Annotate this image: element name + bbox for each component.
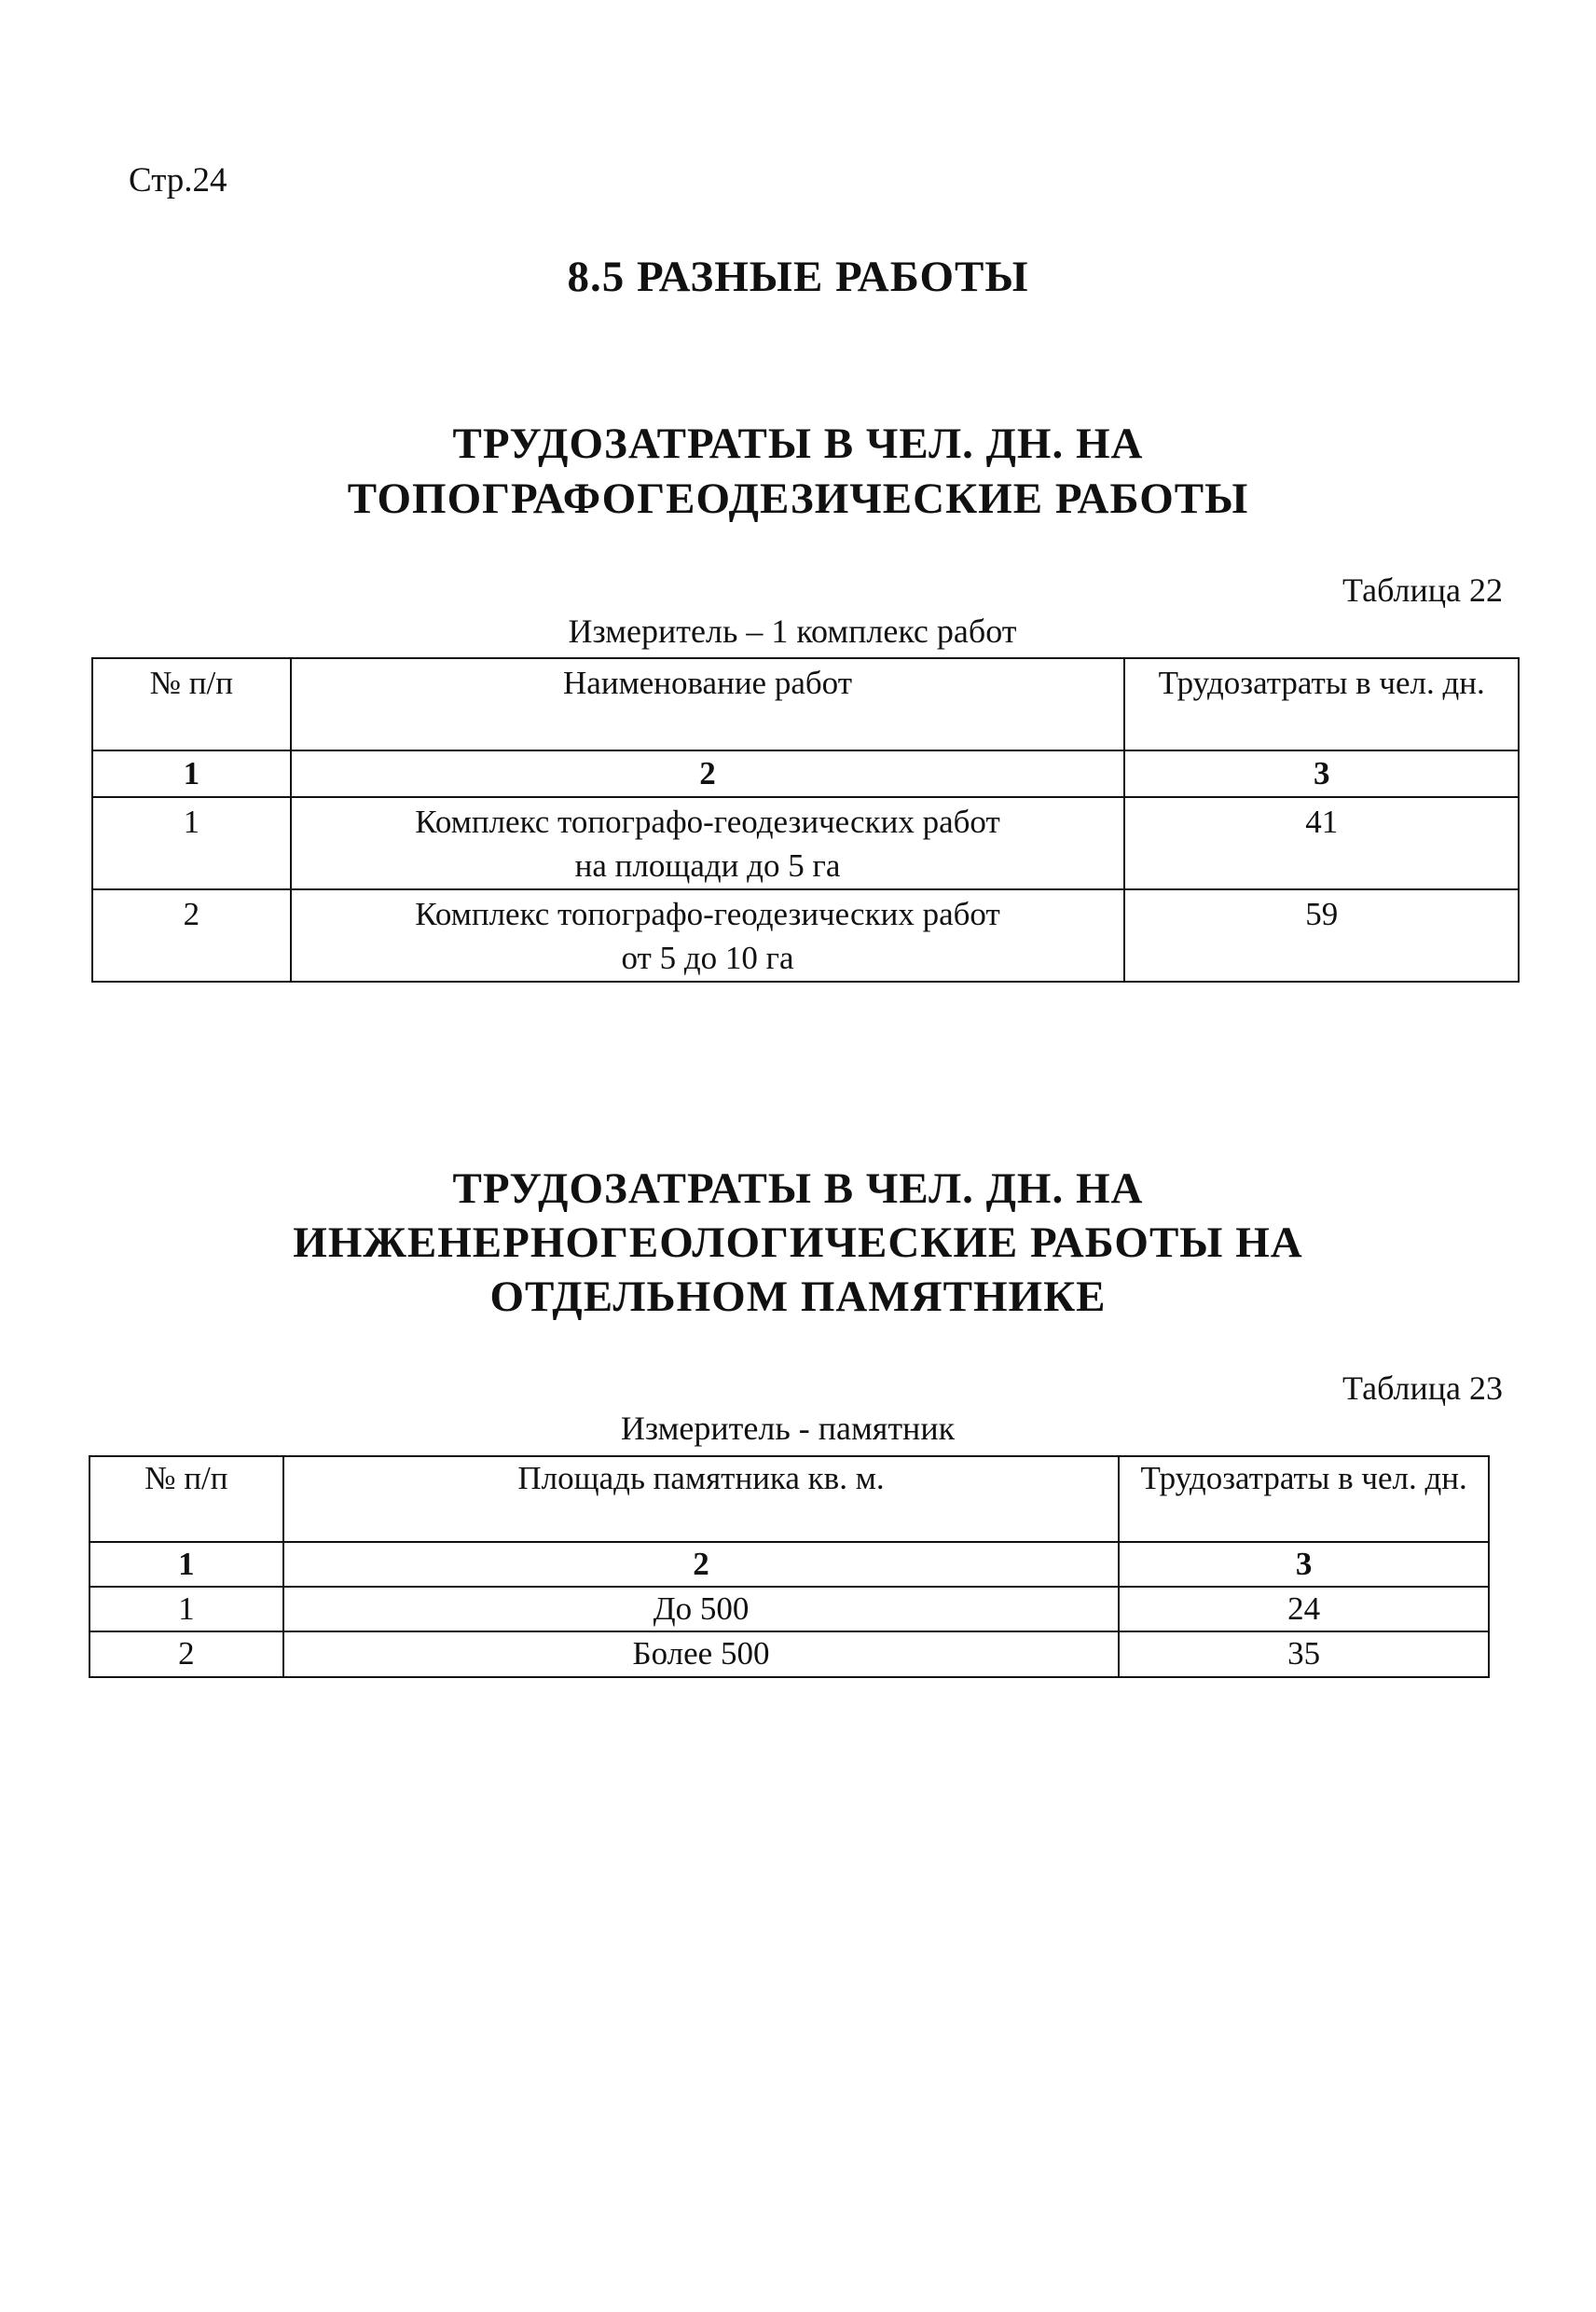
table2-title <box>0 1163 1596 1324</box>
row-number: 2 <box>89 1631 283 1676</box>
row-name-line: на площади до 5 га <box>574 847 841 885</box>
table2-header-value: Трудозатраты в чел. дн. <box>1119 1456 1489 1542</box>
row-name-line: Комплекс топографо-геодезических работ <box>415 895 1000 932</box>
table1-number: Таблица 22 <box>1342 571 1503 609</box>
row-name-line: Комплекс топографо-геодезических работ <box>415 803 1000 840</box>
column-number: 2 <box>291 750 1125 797</box>
table-row <box>89 1587 1489 1631</box>
row-value: 35 <box>1119 1631 1489 1676</box>
table1-title-line: ТОПОГРАФОГЕОДЕЗИЧЕСКИЕ РАБОТЫ <box>347 474 1249 523</box>
table1-header-name: Наименование работ <box>291 658 1125 750</box>
column-number: 1 <box>89 1542 283 1587</box>
row-value: 59 <box>1124 889 1519 982</box>
table2-header-name: Площадь памятника кв. м. <box>283 1456 1120 1542</box>
table2-header-row <box>89 1456 1489 1542</box>
table2 <box>89 1455 1490 1678</box>
table1-header-no: № п/п <box>92 658 291 750</box>
row-value: 24 <box>1119 1587 1489 1631</box>
row-name-line: от 5 до 10 га <box>621 940 794 977</box>
row-name <box>291 889 1125 982</box>
row-value: 41 <box>1124 797 1519 889</box>
table1-column-numbers <box>92 750 1519 797</box>
table2-unit: Измеритель - памятник <box>620 1410 956 1447</box>
row-name <box>291 797 1125 889</box>
page-number: Стр.24 <box>129 161 227 200</box>
row-number: 1 <box>92 797 291 889</box>
table1-title <box>0 417 1596 527</box>
table1-header-row <box>92 658 1519 750</box>
row-number: 1 <box>89 1587 283 1631</box>
table2-title-line: ТРУДОЗАТРАТЫ В ЧЕЛ. ДН. НА <box>452 1164 1144 1213</box>
table-row <box>89 1631 1489 1676</box>
row-name: Более 500 <box>283 1631 1120 1676</box>
column-number: 1 <box>92 750 291 797</box>
column-number: 3 <box>1124 750 1519 797</box>
table1-header-value: Трудозатраты в чел. дн. <box>1124 658 1519 750</box>
column-number: 3 <box>1119 1542 1489 1587</box>
table1-unit: Измеритель – 1 комплекс работ <box>568 612 1017 650</box>
table-row <box>92 889 1519 982</box>
table2-title-line: ИНЖЕНЕРНОГЕОЛОГИЧЕСКИЕ РАБОТЫ НА <box>293 1218 1303 1267</box>
column-number: 2 <box>283 1542 1120 1587</box>
row-number: 2 <box>92 889 291 982</box>
table1-title-line: ТРУДОЗАТРАТЫ В ЧЕЛ. ДН. НА <box>452 420 1144 468</box>
table1 <box>91 657 1520 983</box>
table2-title-line: ОТДЕЛЬНОМ ПАМЯТНИКЕ <box>489 1272 1107 1321</box>
section-title: 8.5 РАЗНЫЕ РАБОТЫ <box>567 253 1029 301</box>
table2-header-no: № п/п <box>89 1456 283 1542</box>
table-row <box>92 797 1519 889</box>
row-name: До 500 <box>283 1587 1120 1631</box>
table2-column-numbers <box>89 1542 1489 1587</box>
table2-number: Таблица 23 <box>1342 1369 1503 1407</box>
